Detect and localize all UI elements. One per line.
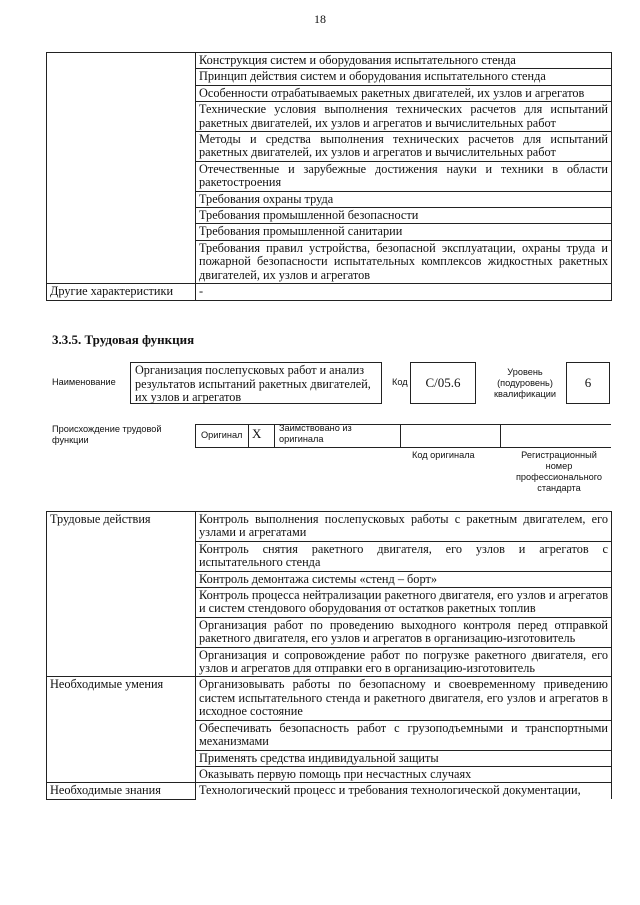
name-label: Наименование (52, 377, 116, 387)
function-name: Организация послепусковых работ и анализ результатов испытаний ракетных двигателей, их узлов и агрегатов (130, 362, 382, 404)
section-label-knowledge: Необходимые знания (47, 783, 196, 799)
borrowed-label: Заимствовано из оригинала (279, 423, 352, 444)
table-cell: Обеспечивать безопасность работ с грузоподъемными и транспортными механизмами (196, 720, 612, 750)
table-cell: Отечественные и зарубежные достижения науки и техники в области ракетостроения (196, 161, 612, 191)
table-cell: Контроль процесса нейтрализации ракетного двигателя, его узлов и агрегатов и систем стендового оборудования от остатков ракетных топлив (196, 588, 612, 618)
origin-label: Происхождение трудовой функции (52, 424, 162, 445)
table-cell: Требования промышленной санитарии (196, 224, 612, 240)
knowledge-table (46, 52, 612, 301)
table-cell: Применять средства индивидуальной защиты (196, 750, 612, 766)
divider (274, 424, 275, 447)
code-label: Код (392, 377, 408, 387)
table-cell: Требования правил устройства, безопасной эксплуатации, охраны труда и пожарной безопасности испытательных комплексов жидкостных ракетных двигателей, их узлов и агрегатов (196, 240, 612, 283)
page-number: 18 (314, 12, 326, 26)
divider (400, 424, 401, 447)
other-characteristics-value: - (196, 284, 612, 300)
table-cell: Требования охраны труда (196, 191, 612, 207)
divider (248, 424, 249, 447)
original-mark: X (252, 426, 262, 441)
table-cell: Технологический процесс и требования технологической документации, (196, 783, 612, 799)
table-cell: Требования промышленной безопасности (196, 208, 612, 224)
table-row (47, 677, 612, 720)
section-label-actions: Трудовые действия (47, 512, 196, 677)
table-cell: Особенности отрабатываемых ракетных двигателей, их узлов и агрегатов (196, 85, 612, 101)
section-heading: 3.3.5. Трудовая функция (52, 332, 195, 347)
labor-function-table (46, 511, 612, 800)
original-label: Оригинал (201, 430, 243, 440)
table-cell: Контроль выполнения послепусковых работы с ракетным двигателем, его узлами и агрегатами (196, 512, 612, 542)
table-cell: Методы и средства выполнения технических расчетов для испытаний ракетных двигателей, их узлов и агрегатов и вычислительных работ (196, 132, 612, 162)
table-row (47, 284, 612, 300)
section-label-skills: Необходимые умения (47, 677, 196, 783)
table-cell: Организация работ по проведению выходного контроля перед отправкой ракетного двигателя, его узлов и агрегатов в организацию-изготовитель (196, 617, 612, 647)
divider (500, 424, 501, 447)
table-cell: Оказывать первую помощь при несчастных случаях (196, 766, 612, 782)
code-original-label: Код оригинала (412, 450, 475, 460)
level-value: 6 (566, 362, 610, 404)
table-cell: Организовывать работы по безопасному и своевременному приведению систем испытательного стенда и ракетного двигателя, его узлов и агрегатов в исходное состояние (196, 677, 612, 720)
table-cell: Контроль снятия ракетного двигателя, его узлов и агрегатов с испытательного стенда (196, 541, 612, 571)
divider (195, 424, 196, 447)
table-row (47, 53, 612, 69)
table-cell: Технические условия выполнения технических расчетов для испытаний ракетных двигателей, их узлов и агрегатов и вычислительных работ (196, 102, 612, 132)
table-cell: Конструкция систем и оборудования испытательного стенда (196, 53, 612, 69)
empty-label-cell (47, 53, 196, 284)
table-row (47, 512, 612, 542)
reg-number-label: Регистрационный номер профессионального стандарта (515, 450, 603, 493)
level-label: Уровень (подуровень) квалификации (494, 367, 556, 399)
table-cell: Принцип действия систем и оборудования испытательного стенда (196, 69, 612, 85)
table-cell: Контроль демонтажа системы «стенд – борт» (196, 571, 612, 587)
code-value: C/05.6 (410, 362, 476, 404)
table-cell: Организация и сопровождение работ по погрузке ракетного двигателя, его узлов и агрегатов для отправки его в организацию-изготовитель (196, 647, 612, 677)
other-characteristics-label: Другие характеристики (47, 284, 196, 300)
table-row (47, 783, 612, 799)
